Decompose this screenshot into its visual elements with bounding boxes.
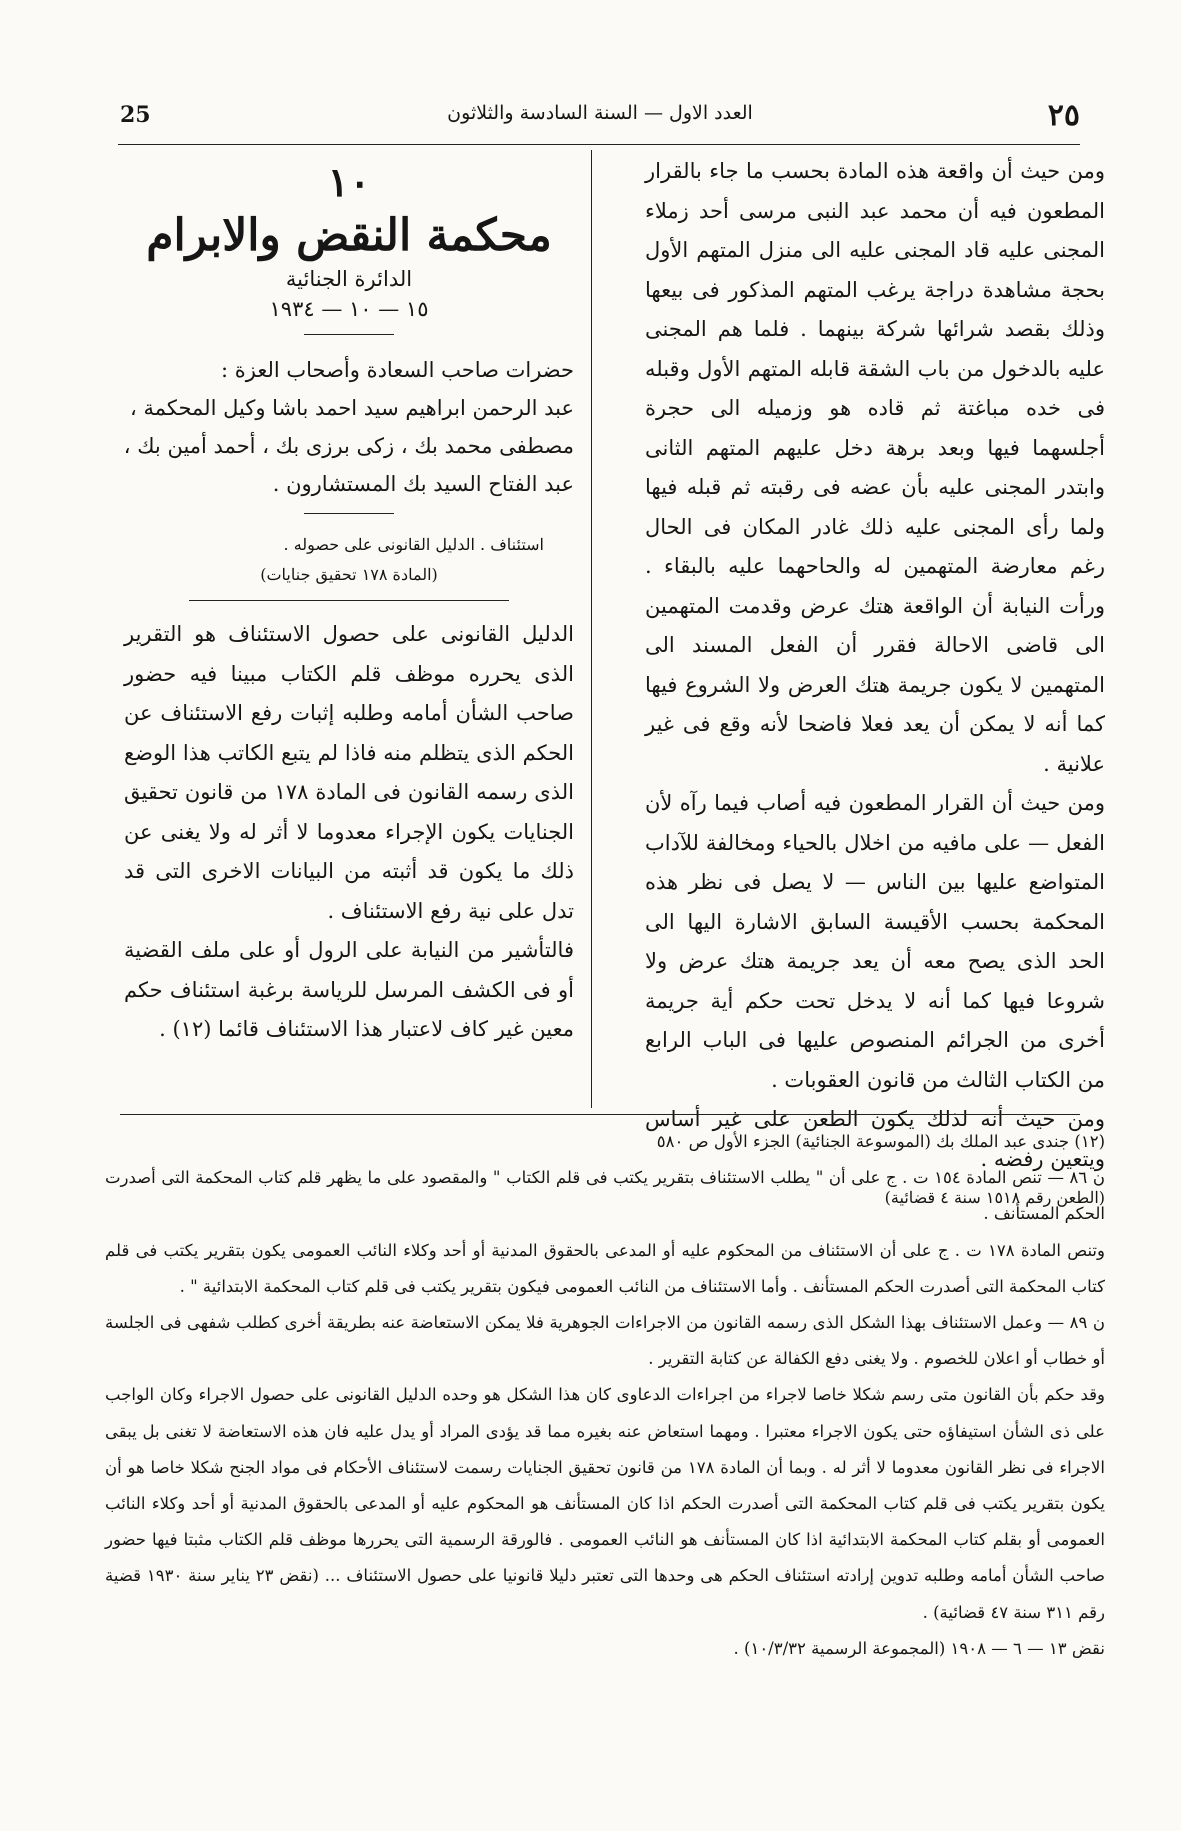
running-title: العدد الاول — السنة السادسة والثلاثون	[447, 102, 753, 124]
section-rule	[189, 600, 509, 601]
header-rule	[118, 144, 1080, 145]
summary-paragraph: فالتأشير من النيابة على الرول أو على ملف القضية أو فى الكشف المرسل للرياسة برغبة استئناف حكم معين غير كاف لاعتبار هذا الاستئناف قائما (١٢) .	[124, 938, 574, 1041]
footnote-line: وتنص المادة ١٧٨ ت . ج على أن الاستئناف من المحكوم عليه أو المدعى بالحقوق المدنية أو أحد وكلاء النائب العمومى يكون بتقرير يكتب فى قلم كتاب المحكمة التى أصدرت الحكم المستأنف . وأما الاستئناف من النائب العمومى فيكون بتقرير يكتب فى قلم كتاب المحكمة الابتدائية " .	[105, 1240, 1105, 1296]
page-header	[120, 98, 1080, 138]
page-number-arabic: ٢٥	[1047, 98, 1080, 133]
presence-line: عبد الفتاح السيد بك المستشارون .	[272, 472, 574, 496]
court-name: محكمة النقض والابرام	[146, 210, 552, 261]
presence-line: مصطفى محمد بك ، زكى برزى بك ، أحمد أمين بك ،	[123, 434, 574, 458]
presence-block	[124, 351, 574, 503]
page-number-latin: 25	[120, 102, 151, 128]
legal-summary	[124, 615, 574, 1050]
footnote-line: وقد حكم بأن القانون متى رسم شكلا خاصا لاجراء من اجراءات الدعاوى كان هذا الشكل هو وحده الدليل القانونى على حصول الاجراء وكان الواجب على ذى الشأن استيفاؤه حتى يكون الاجراء معتبرا . ومهما استعاض عنه بغيره مما قد يؤدى المراد أو يدل عليه فان هذه الاستعاضة لا تغنى بل يبقى الاجراء فى نظر القانون معدوما لا أثر له . وبما أن المادة ١٧٨ من قانون تحقيق الجنايات رسمت لاستئناف الأحكام فى مواد الجنح شكلا خاصا هو أن يكون بتقرير يكتب فى قلم كتاب المحكمة التى أصدرت الحكم اذا كان المستأنف هو المحكوم عليه أو المدعى بالحقوق المدنية أو أحد وكلاء النائب العمومى أو بقلم كتاب المحكمة الابتدائية اذا كان المستأنف هو النائب العمومى . فالورقة الرسمية التى يحررها موظف قلم الكتاب مثبتا فيها حضور صاحب الشأن أمامه وطلبه تدوين إرادته استئناف الحكم هى وحدها التى تعتبر دليلا قانونيا على حصول الاستئناف ... (نقض ٢٣ يناير سنة ١٩٣٠ قضية رقم ٣١١ سنة ٤٧ قضائية) .	[105, 1385, 1105, 1622]
keywords-article: (المادة ١٧٨ تحقيق جنايات)	[260, 565, 438, 584]
chamber-name: الدائرة الجنائية	[285, 267, 413, 291]
footnote-line: (١٢) جندى عبد الملك بك (الموسوعة الجنائية) الجزء الأول ص ٥٨٠	[656, 1132, 1105, 1151]
body-paragraph: ومن حيث أن القرار المطعون فيه أصاب فيما رآه لأن الفعل — على مافيه من اخلال بالحياء ومخالفة للآداب المتواضع عليها بين الناس — لا يصل فى نظر هذه المحكمة بحسب الأقيسة السابق الاشارة اليها الى الحد الذى يصح معه أن يعد جريمة هتك عرض ولا شروعا فيها كما أنه لا يدخل تحت حكم أية جريمة أخرى من الجرائم المنصوص عليها فى الباب الرابع من الكتاب الثالث من قانون العقوبات .	[645, 791, 1106, 1092]
keywords: استئناف . الدليل القانونى على حصوله .	[283, 535, 544, 554]
summary-paragraph: الدليل القانونى على حصول الاستئناف هو التقرير الذى يحرره موظف قلم الكتاب مبينا فيه حضور صاحب الشأن أمامه وطلبه إثبات رفع الاستئناف عن الحكم الذى يتظلم منه فاذا لم يتبع الكاتب هذا الوضع الذى رسمه القانون فى المادة ١٧٨ من قانون تحقيق الجنايات يكون الإجراء معدوما لا أثر له ولا يغنى عن ذلك ما يكون قد أثبته من البيانات الاخرى التى قد تدل على نية رفع الاستئناف .	[124, 622, 575, 923]
footnotes	[105, 1124, 1105, 1667]
case-number: ١٠	[327, 159, 371, 206]
case-date: ١٥ — ١٠ — ١٩٣٤	[269, 297, 429, 321]
right-column	[645, 152, 1105, 1209]
presence-line: حضرات صاحب السعادة وأصحاب العزة :	[220, 358, 574, 382]
appeal-reference: (الطعن رقم ١٥١٨ سنة ٤ قضائية)	[884, 1188, 1105, 1207]
footnote-line: نقض ١٣ — ٦ — ١٩٠٨ (المجموعة الرسمية ١٠/٣/٣٢) .	[733, 1638, 1105, 1658]
footnote-rule	[120, 1114, 1080, 1115]
footnote-line: ن ٨٦ — تنص المادة ١٥٤ ت . ج على أن " يطلب الاستئناف بتقرير يكتب فى قلم الكتاب " والمقصود على ما يظهر قلم كتاب المحكمة التى أصدرت الحكم المستأنف .	[105, 1168, 1105, 1224]
presence-line: عبد الرحمن ابراهيم سيد احمد باشا وكيل المحكمة ،	[130, 396, 574, 420]
body-paragraph: ومن حيث أن واقعة هذه المادة بحسب ما جاء بالقرار المطعون فيه أن محمد عبد النبى مرسى أحد زملاء المجنى عليه قاد المجنى عليه الى منزل المتهم الأول بحجة مشاهدة دراجة يرغب المتهم المذكور فى بيعها وذلك بقصد شرائها شركة بينهما . فلما هم المجنى عليه بالدخول من باب الشقة قابله المتهم الأول وقبله فى خده مباغتة ثم قاده هو وزميله الى حجرة أجلسهما فيها وبعد برهة دخل عليهم المتهم الثانى وابتدر المجنى عليه بأن عضه فى رقبته ثم قبله فيها ولما رأى المجنى عليه ذلك غادر المكان فى الحال رغم معارضة المتهمين له والحاحهما عليه بالبقاء . ورأت النيابة أن الواقعة هتك عرض وقدمت المتهمين الى قاضى الاحالة فقرر أن الفعل المسند الى المتهمين لا يكون جريمة هتك العرض ولا الشروع فيها كما أنه لا يمكن أن يعد فعلا فاضحا لأنه وقع فى غير علانية .	[645, 159, 1105, 776]
footnote-line: ن ٨٩ — وعمل الاستئناف بهذا الشكل الذى رسمه القانون من الاجراءات الجوهرية فلا يمكن الاستعاضة عنه بطريقة أخرى كطلب شفهى فى الجلسة أو خطاب أو اعلان للخصوم . ولا يغنى دفع الكفالة عن كتابة التقرير .	[105, 1313, 1105, 1369]
column-divider	[591, 150, 592, 1108]
section-rule	[304, 513, 394, 514]
left-column	[124, 150, 574, 1050]
section-rule	[304, 334, 394, 335]
body-paragraph: ومن حيث أنه لذلك يكون الطعن على غير أساس ويتعين رفضه .	[645, 1107, 1105, 1171]
